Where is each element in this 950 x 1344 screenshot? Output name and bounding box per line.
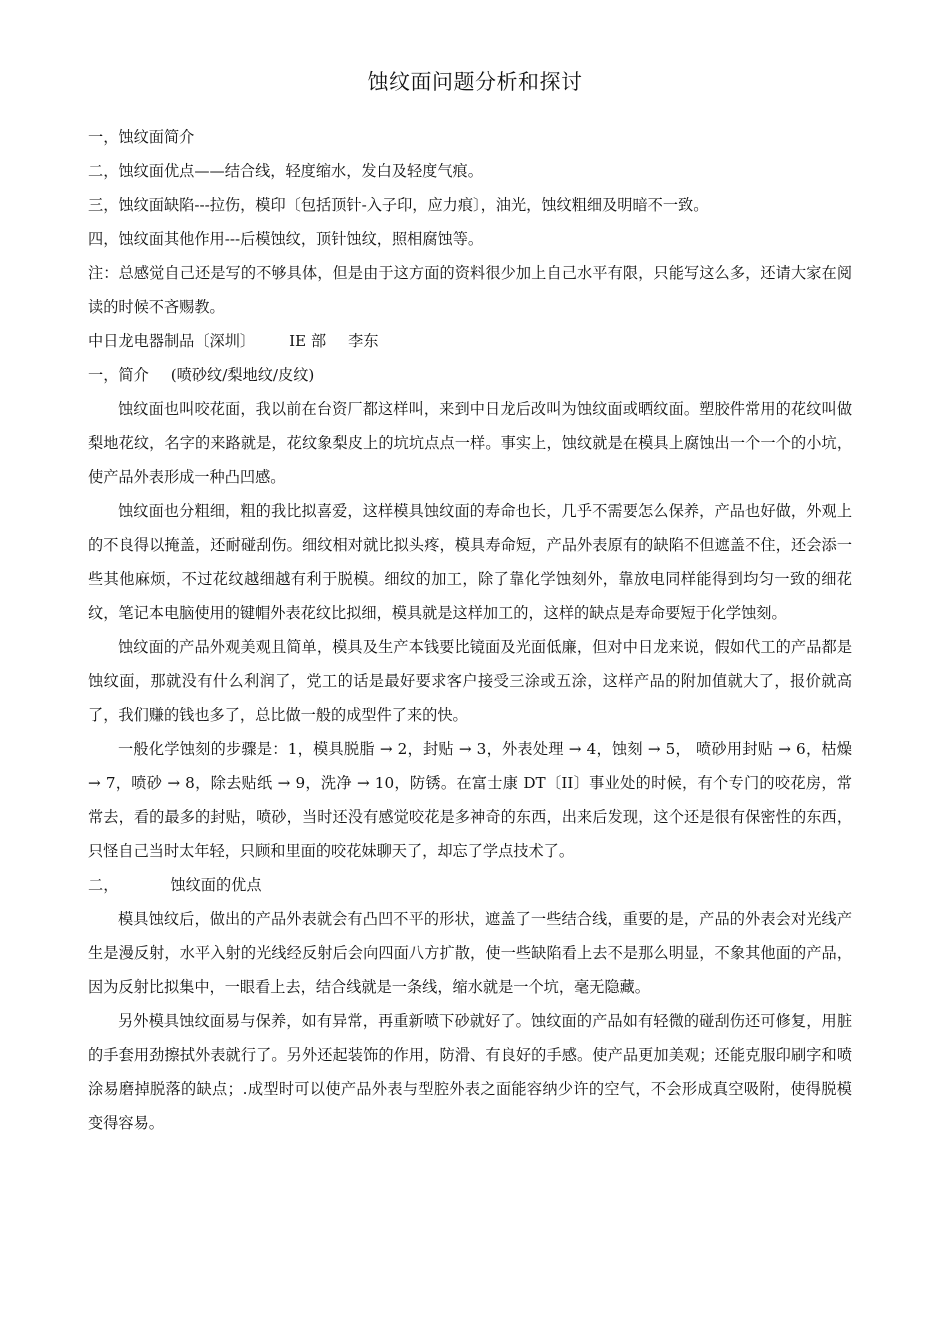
section1-paragraph-3: 蚀纹面的产品外观美观且简单，模具及生产本钱要比镜面及光面低廉，但对中日龙来说，假如代工的产品都是蚀纹面，那就没有什么利润了，党工的话是最好要求客户接受三涂或五涂，这样产品的附加值就大了，报价就高了，我们赚的钱也多了，总比做一般的成型件了来的快。 <box>88 638 852 724</box>
author-company: 中日龙电器制品〔深圳〕 <box>88 332 256 350</box>
section1-paragraph-1: 蚀纹面也叫咬花面，我以前在台资厂都这样叫，来到中日龙后改叫为蚀纹面或晒纹面。塑胶件常用的花纹叫做梨地花纹，名字的来路就是，花纹象梨皮上的坑坑点点一样。事实上，蚀纹就是在模具上腐蚀出一个一个的小坑，使产品外表形成一种凸凹感。 <box>88 400 852 486</box>
section2-heading: 二， <box>88 876 119 894</box>
section1-heading: 一，简介 <box>88 366 149 384</box>
author-department: IE 部 <box>289 332 327 350</box>
section1-heading-line <box>88 358 852 392</box>
outline-item-3: 三，蚀纹面缺陷---拉伤，模印〔包括顶针-入子印，应力痕〕，油光，蚀纹粗细及明暗不一致。 <box>88 196 709 214</box>
section1-paragraph-2: 蚀纹面也分粗细，粗的我比拟喜爱，这样模具蚀纹面的寿命也长，几乎不需要怎么保养，产品也好做，外观上的不良得以掩盖，还耐碰刮伤。细纹相对就比拟头疼，模具寿命短，产品外表原有的缺陷不但遮盖不住，还会添一些其他麻烦，不过花纹越细越有利于脱模。细纹的加工，除了靠化学蚀刻外，靠放电同样能得到均匀一致的细花纹，笔记本电脑使用的键帽外表花纹比拟细，模具就是这样加工的，这样的缺点是寿命要短于化学蚀刻。 <box>88 502 852 622</box>
outline-item-4: 四，蚀纹面其他作用---后模蚀纹，顶针蚀纹，照相腐蚀等。 <box>88 230 484 248</box>
author-line <box>88 324 852 358</box>
outline-item-1: 一，蚀纹面简介 <box>88 128 195 146</box>
outline-item-2: 二，蚀纹面优点——结合线，轻度缩水，发白及轻度气痕。 <box>88 162 483 180</box>
section1-paragraph-4: 一般化学蚀刻的步骤是：1，模具脱脂 → 2，封贴 → 3，外表处理 → 4，蚀刻 → 5， 喷砂用封贴 → 6，枯燥 → 7，喷砂 → 8，除去贴纸 → 9，洗净 → 10，防锈。在富士康 DT〔II〕事业处的时候，有个专门的咬花房，常常去，看的最多的封贴，喷砂，当时还没有感觉咬花是多神奇的东西，出来后发现，这个还是很有保密性的东西，只怪自己当时太年轻，只顾和里面的咬花妹聊天了，却忘了学点技术了。 <box>88 740 852 860</box>
document-body <box>88 120 852 1140</box>
document-title: 蚀纹面问题分析和探讨 <box>367 70 583 94</box>
section2-paragraph-2: 另外模具蚀纹面易与保养，如有异常，再重新喷下砂就好了。蚀纹面的产品如有轻微的碰刮伤还可修复，用脏的手套用劲擦拭外表就行了。另外还起装饰的作用，防滑、有良好的手感。使产品更加美观；还能克服印刷字和喷涂易磨掉脱落的缺点；.成型时可以使产品外表与型腔外表之面能容纳少许的空气，不会形成真空吸附，使得脱模变得容易。 <box>88 1012 852 1132</box>
section1-subheading: (喷砂纹/梨地纹/皮纹) <box>170 366 315 384</box>
author-note: 注：总感觉自己还是写的不够具体，但是由于这方面的资料很少加上自己水平有限，只能写这么多，还请大家在阅读的时候不吝赐教。 <box>88 264 852 316</box>
section2-paragraph-1: 模具蚀纹后，做出的产品外表就会有凸凹不平的形状，遮盖了一些结合线，重要的是，产品的外表会对光线产生是漫反射，水平入射的光线经反射后会向四面八方扩散，使一些缺陷看上去不是那么明显，不象其他面的产品，因为反射比拟集中，一眼看上去，结合线就是一条线，缩水就是一个坑，毫无隐藏。 <box>88 910 852 996</box>
section2-heading-line <box>88 868 852 902</box>
section2-subheading: 蚀纹面的优点 <box>170 876 262 894</box>
author-name: 李东 <box>348 332 379 350</box>
